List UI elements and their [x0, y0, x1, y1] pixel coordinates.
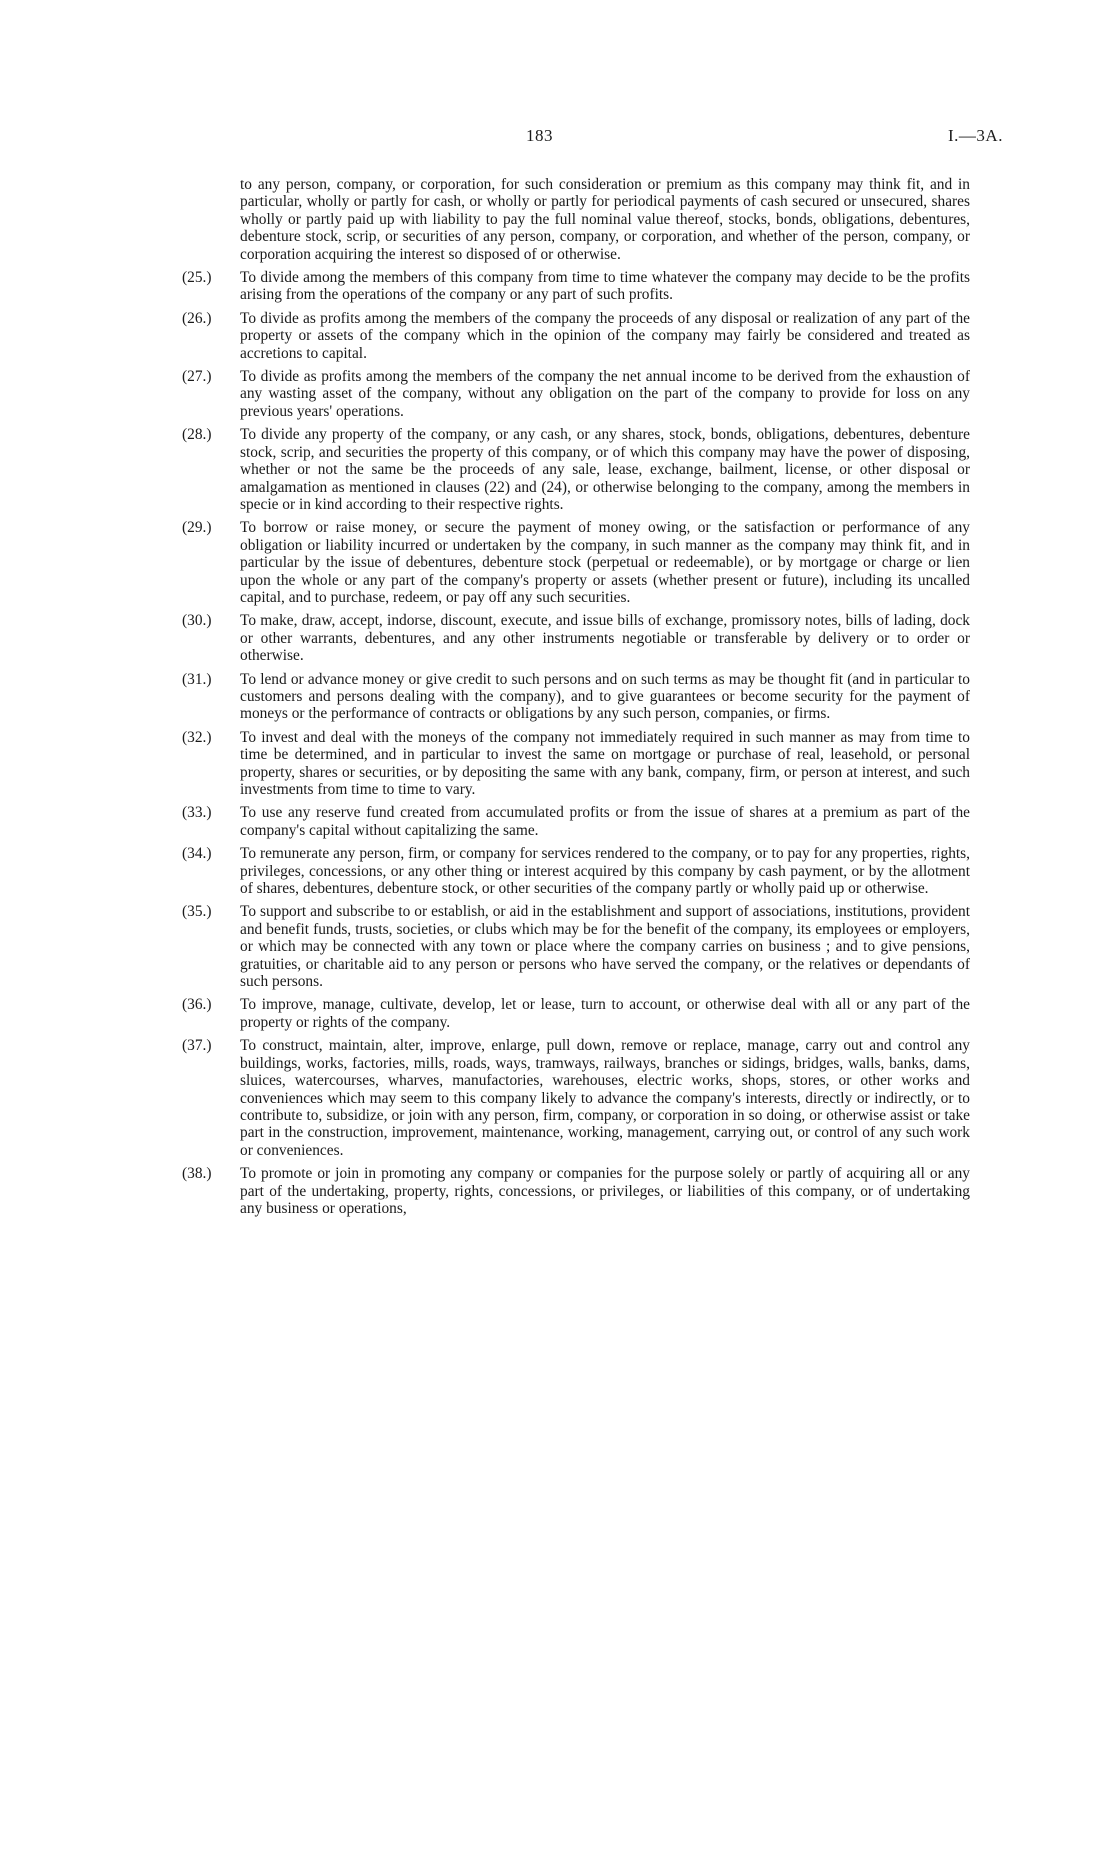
clause-text: To use any reserve fund created from accumulated profits or from the issue of shares at a premium as part of the company's capital without capitalizing the same.: [240, 804, 970, 839]
clause-text: To improve, manage, cultivate, develop, let or lease, turn to account, or otherwise deal with all or any part of the property or rights of the company.: [240, 996, 970, 1031]
clause-item: [182, 845, 970, 897]
clause-number: (37.): [182, 1037, 212, 1055]
clause-number: (34.): [182, 845, 212, 863]
page-header: [0, 126, 1114, 150]
clause-number: (27.): [182, 368, 212, 386]
clause-item: [182, 368, 970, 420]
document-body: [182, 176, 970, 1223]
clause-text: To invest and deal with the moneys of the company not immediately required in such manner as may from time to time be determined, and in particular to invest the same on mortgage or purchase of real, leasehold, or personal property, shares or securities, or by depositing the same with any bank, company, firm, or person at interest, and such investments from time to time to vary.: [240, 728, 970, 798]
clause-number: (30.): [182, 612, 212, 630]
clause-text: To remunerate any person, firm, or company for services rendered to the company, or to pay for any properties, rights, privileges, concessions, or any other thing or interest acquired by this company by cash payment, or by the allotment of shares, debentures, debenture stock, or other securities of the company partly or wholly paid up or otherwise.: [240, 845, 970, 898]
clause-number: (35.): [182, 903, 212, 921]
clause-number: (31.): [182, 670, 212, 688]
clause-text: To borrow or raise money, or secure the payment of money owing, or the satisfaction or performance of any obligation or liability incurred or undertaken by the company, in such manner as the company may think fit, and in particular by the issue of debentures, debenture stock (perpetual or redeemable), or by mortgage or charge or lien upon the whole or any part of the company's property or assets (whether present or future), including its uncalled capital, and to purchase, redeem, or pay off any such securities.: [240, 519, 970, 606]
clause-item: [182, 519, 970, 606]
clause-item: [182, 269, 970, 304]
clause-number: (25.): [182, 269, 212, 287]
clause-text: To divide as profits among the members of the company the net annual income to be derived from the exhaustion of any wasting asset of the company, without any obligation on the part of the company to provide for loss on any previous years' operations.: [240, 368, 970, 420]
clause-number: (33.): [182, 804, 212, 822]
clause-item: [182, 1037, 970, 1159]
clause-item: [182, 903, 970, 990]
intro-paragraph: to any person, company, or corporation, for such consideration or premium as this company may think fit, and in particular, wholly or partly for cash, or wholly or partly for periodical payments of cash secured or unsecured, shares wholly or partly paid up with liability to pay the full nominal value thereof, stocks, bonds, obligations, debentures, debenture stock, scrip, or securities of any person, company, or corporation, and whether of the person, company, or corporation acquiring the interest so disposed of or otherwise.: [240, 176, 970, 263]
clause-item: [182, 1165, 970, 1217]
clause-text: To make, draw, accept, indorse, discount, execute, and issue bills of exchange, promissory notes, bills of lading, dock or other warrants, debentures, and any other instruments negotiable or transferable by delivery or to order or otherwise.: [240, 612, 970, 665]
document-reference: I.—3A.: [948, 126, 1003, 145]
clause-number: (26.): [182, 309, 212, 327]
clause-number: (38.): [182, 1165, 212, 1183]
clause-text: To divide among the members of this company from time to time whatever the company may decide to be the profits arising from the operations of the company or any part of such profits.: [240, 269, 970, 304]
clause-number: (32.): [182, 728, 212, 746]
clause-item: [182, 426, 970, 513]
clause-item: [182, 996, 970, 1031]
clause-list: [182, 269, 970, 1217]
clause-text: To support and subscribe to or establish, or aid in the establishment and support of associations, institutions, provident and benefit funds, trusts, societies, or clubs which may be for the benefit of the company, its employees or employers, or which may be connected with any town or place where the company carries on business ; and to give pensions, gratuities, or charitable aid to any person or persons who have served the company, or the relatives or dependants of such persons.: [240, 903, 970, 991]
clause-item: [182, 804, 970, 839]
clause-item: [182, 671, 970, 723]
clause-text: To construct, maintain, alter, improve, enlarge, pull down, remove or replace, manage, carry out and control any buildings, works, factories, mills, roads, ways, tramways, railways, branches or sidings, bridges, walls, banks, dams, sluices, watercourses, wharves, manufactories, warehouses, electric works, shops, stores, or other works and conveniences which may seem to this company likely to advance the company's interests, directly or indirectly, or to contribute to, subsidize, or join with any person, firm, company, or corporation in so doing, or otherwise assist or take part in the construction, improvement, maintenance, working, management, carrying out, or control of any such work or conveniences.: [240, 1037, 970, 1159]
page-number: 183: [526, 126, 553, 145]
clause-text: To divide any property of the company, or any cash, or any shares, stock, bonds, obligations, debentures, debenture stock, scrip, and securities the property of this company, or of which this company may have the power of disposing, whether or not the same be the proceeds of any sale, lease, exchange, bailment, license, or other disposal or amalgamation as mentioned in clauses (22) and (24), or otherwise belonging to the company, among the members in specie or in kind according to their respective rights.: [240, 426, 970, 513]
clause-item: [182, 310, 970, 362]
clause-text: To divide as profits among the members of the company the proceeds of any disposal or realization of any part of the property or assets of the company which in the opinion of the company may fairly be considered and treated as accretions to capital.: [240, 309, 970, 362]
clause-text: To lend or advance money or give credit to such persons and on such terms as may be thought fit (and in particular to customers and persons dealing with the company), and to give guarantees or become security for the payment of moneys or the performance of contracts or obligations by any such person, companies, or firms.: [240, 670, 970, 723]
clause-item: [182, 729, 970, 799]
clause-number: (28.): [182, 426, 212, 444]
clause-number: (36.): [182, 996, 212, 1014]
clause-number: (29.): [182, 519, 212, 537]
clause-text: To promote or join in promoting any company or companies for the purpose solely or partly of acquiring all or any part of the undertaking, property, rights, concessions, or privileges, or liabilities of this company, or of undertaking any business or operations,: [240, 1165, 970, 1217]
clause-item: [182, 612, 970, 664]
